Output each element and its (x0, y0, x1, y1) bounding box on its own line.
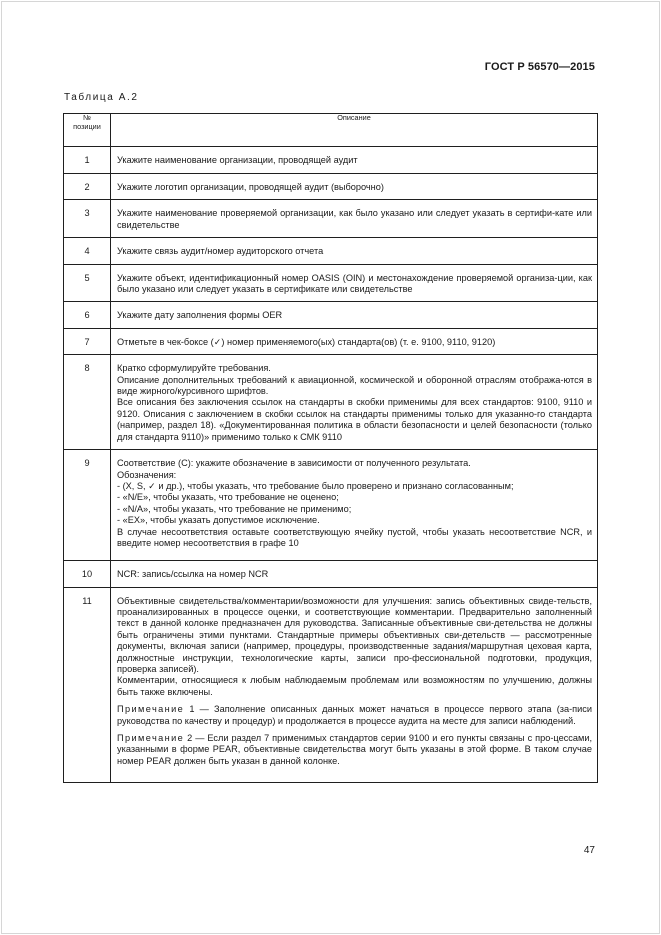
note-text: 1 — Заполнение описанных данных может начаться в процессе первого этапа (за-писи руководства по качеству и процедур) и продолжается в процессе аудита на месте для записи наблюдений. (117, 704, 592, 726)
row-description (111, 355, 598, 450)
note-label: Примечание (117, 732, 185, 743)
description-line: Укажите наименование организации, проводящей аудит (117, 155, 358, 165)
row-position-number: 2 (64, 174, 111, 200)
row-note (117, 704, 592, 727)
description-line: В случае несоответствия оставьте соответствующую ячейку пустой, чтобы указать несоответствие NCR, и введите номер несоответствия в графе 10 (117, 526, 592, 548)
table-row (64, 328, 598, 354)
description-line: Все описания без заключения ссылок на стандарты в скобки применимы для всех стандартов: 9100, 9110 и 9120. Описания с заключением в скобки ссылок на стандарты применимы только для указанно-го стандарта (например, раздел 18). «Документированная политика в области безопасности и целей безопасности (только для стандарта 9110)» применимо только к СМК 9110 (117, 397, 592, 442)
table-row (64, 238, 598, 264)
row-description (111, 200, 598, 238)
row-position-number: 11 (64, 587, 111, 782)
row-position-number: 4 (64, 238, 111, 264)
row-position-number: 8 (64, 355, 111, 450)
table-row (64, 200, 598, 238)
row-position-number: 3 (64, 200, 111, 238)
row-position-number: 1 (64, 147, 111, 174)
row-description (111, 238, 598, 264)
row-position-number: 5 (64, 264, 111, 302)
row-description (111, 587, 598, 782)
table-row (64, 561, 598, 587)
table-row (64, 147, 598, 174)
table-row (64, 264, 598, 302)
row-position-number: 6 (64, 302, 111, 328)
description-line: - «N/A», чтобы указать, что требование не применимо; (117, 503, 352, 514)
col-header-position-line: позиции (73, 121, 101, 131)
requirements-table (63, 113, 598, 783)
row-description (111, 302, 598, 328)
row-position-number: 7 (64, 328, 111, 354)
description-line: Укажите логотип организации, проводящей аудит (выборочно) (117, 182, 384, 192)
description-line: Укажите наименование проверяемой организации, как было указано или следует указать в сертифи-кате или свидетельстве (117, 208, 592, 230)
description-line: - «EX», чтобы указать допустимое исключение. (117, 515, 320, 526)
row-description (111, 264, 598, 302)
note-label: Примечание (117, 704, 185, 715)
col-header-position-line: № (83, 113, 91, 122)
description-line: Укажите дату заполнения формы OER (117, 310, 283, 321)
table-row (64, 302, 598, 328)
description-line: Отметьте в чек-боксе (✓) номер применяемого(ых) стандарта(ов) (т. е. 9100, 9110, 9120) (117, 336, 496, 347)
description-line: - (X, S, ✓ и др.), чтобы указать, что требование было проверено и признано согласованным; (117, 480, 514, 491)
description-line: - «N/E», чтобы указать, что требование не оценено; (117, 492, 339, 503)
description-line: Соответствие (С): укажите обозначение в зависимости от полученного результата. (117, 458, 471, 469)
row-description (111, 328, 598, 354)
row-description (111, 174, 598, 200)
description-line: Укажите связь аудит/номер аудиторского отчета (117, 246, 324, 257)
row-position-number: 10 (64, 561, 111, 587)
description-line: NCR: запись/ссылка на номер NCR (117, 569, 269, 580)
table-header-row (64, 114, 598, 147)
row-description (111, 147, 598, 174)
table-body (64, 147, 598, 783)
row-description (111, 561, 598, 587)
description-line: Объективные свидетельства/комментарии/возможности для улучшения: запись объективных свиде-тельств, проанализированных в процессе оценки, и соответствующие комментарии. Предварительно заполненный текст в данной колонке предназначен для руководства. Записанные объективные сви-детельства не должны быть ограничены этими пунктами. Стандартные примеры объективных сви-детельств — рассмотренные документы, включая записи (например, процедуры, производственные задания/маршрутная цеховая карта, должностные инструкции, технологические карты, записи про-фессиональной подготовки, продукция, проверка записей). (117, 595, 592, 674)
col-header-description: Описание (111, 114, 598, 147)
row-description (111, 450, 598, 561)
col-header-position (64, 114, 111, 147)
row-note (117, 733, 592, 767)
table-row (64, 174, 598, 200)
note-text: 2 — Если раздел 7 применимых стандартов серии 9100 и его пункты связаны с про-цессами, указанными в форме PEAR, объективные свидетельства могут быть указаны в этой форме. В таком случае номер PEAR должен быть указан в данной колонке. (117, 732, 592, 766)
page-number: 47 (583, 845, 595, 856)
document-id: ГОСТ Р 56570—2015 (484, 61, 595, 73)
description-line: Комментарии, относящиеся к любым наблюдаемым проблемам или возможностям по улучшению, должны быть также включены. (117, 675, 592, 697)
table-caption: Таблица А.2 (64, 92, 139, 103)
description-line: Укажите объект, идентификационный номер OASIS (OIN) и местонахождение проверяемой организа-ции, как было указано или следует указать в сертификате или свидетельстве (117, 272, 592, 295)
description-line: Обозначения: (117, 469, 177, 480)
description-line: Описание дополнительных требований к авиационной, космической и оборонной отраслям отобража-ются в виде жирного/курсивного шрифтов. (117, 374, 592, 397)
description-line: Кратко сформулируйте требования. (117, 363, 271, 374)
table-row (64, 450, 598, 561)
row-position-number: 9 (64, 450, 111, 561)
table-row (64, 587, 598, 782)
table-row (64, 355, 598, 450)
